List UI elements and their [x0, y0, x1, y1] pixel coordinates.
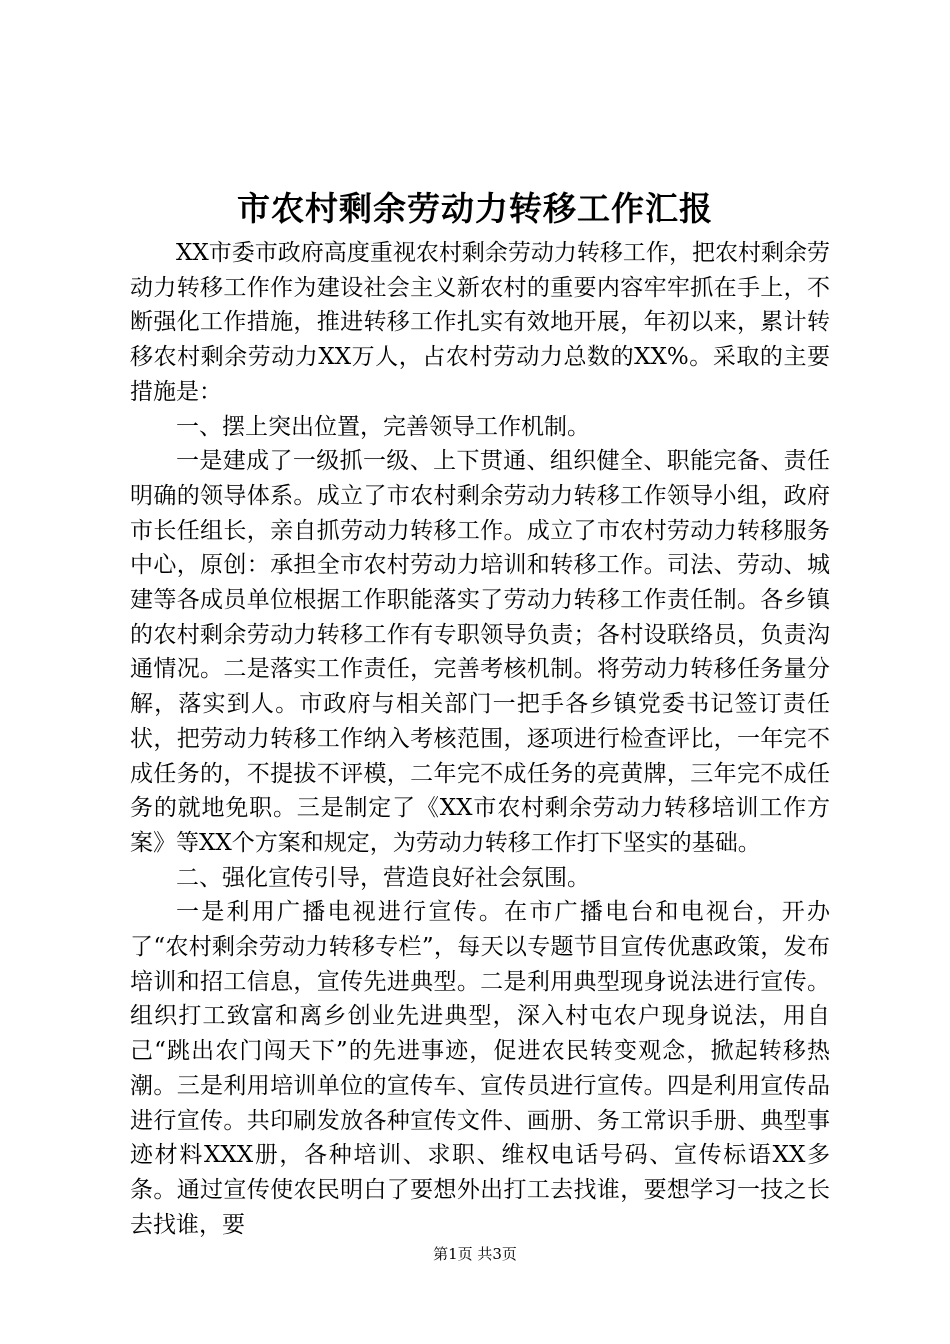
- document-body: [130, 236, 830, 1242]
- section-heading-2: 二、强化宣传引导，营造良好社会氛围。: [176, 864, 590, 891]
- section-2-paragraph: 一是利用广播电视进行宣传。在市广播电台和电视台，开办了“农村剩余劳动力转移专栏”，每天以专题节目宣传优惠政策，发布培训和招工信息，宣传先进典型。二是利用典型现身说法进行宣传。组织打工致富和离乡创业先进典型，深入村屯农户现身说法，用自己“跳出农门闯天下”的先进事迹，促进农民转变观念，掀起转移热潮。三是利用培训单位的宣传车、宣传员进行宣传。四是利用宣传品进行宣传。共印刷发放各种宣传文件、画册、务工常识手册、典型事迹材料XXX册，各种培训、求职、维权电话号码、宣传标语XX多条。通过宣传使农民明白了要想外出打工去找谁，要想学习一技之长去找谁，要: [130, 899, 830, 1238]
- document-title: 市农村剩余劳动力转移工作汇报: [237, 189, 713, 228]
- section-1-paragraph: 一是建成了一级抓一级、上下贯通、组织健全、职能完备、责任明确的领导体系。成立了市农村剩余劳动力转移工作领导小组，政府市长任组长，亲自抓劳动力转移工作。成立了市农村劳动力转移服务中心，原创：承担全市农村劳动力培训和转移工作。司法、劳动、城建等各成员单位根据工作职能落实了劳动力转移工作责任制。各乡镇的农村剩余劳动力转移工作有专职领导负责；各村设联络员，负责沟通情况。二是落实工作责任，完善考核机制。将劳动力转移任务量分解，落实到人。市政府与相关部门一把手各乡镇党委书记签订责任状，把劳动力转移工作纳入考核范围，逐项进行检查评比，一年完不成任务的，不提拔不评模，二年完不成任务的亮黄牌，三年完不成任务的就地免职。三是制定了《XX市农村剩余劳动力转移培训工作方案》等XX个方案和规定，为劳动力转移工作打下坚实的基础。: [130, 448, 830, 856]
- section-heading-1: 一、摆上突出位置，完善领导工作机制。: [176, 413, 590, 440]
- intro-paragraph: XX市委市政府高度重视农村剩余劳动力转移工作，把农村剩余劳动力转移工作作为建设社会主义新农村的重要内容牢牢抓在手上，不断强化工作措施，推进转移工作扎实有效地开展，年初以来，累计转移农村剩余劳动力XX万人，占农村劳动力总数的XX%。采取的主要措施是：: [130, 240, 830, 405]
- page-number-footer: 第1页 共3页: [433, 1245, 517, 1263]
